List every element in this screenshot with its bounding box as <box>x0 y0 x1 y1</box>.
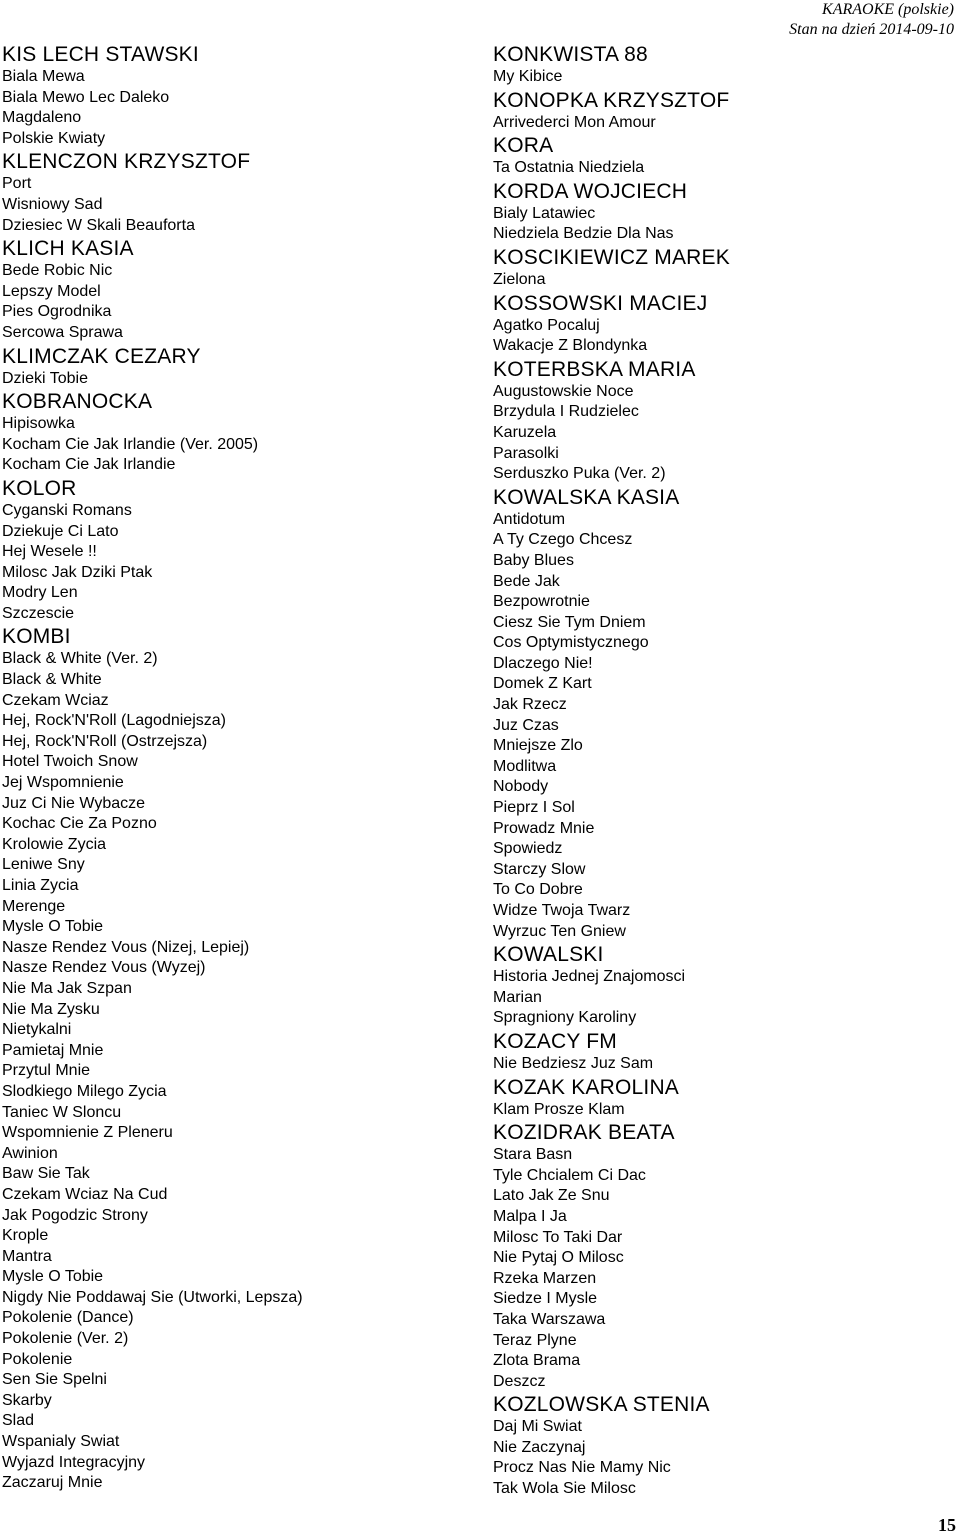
song-title: Baby Blues <box>493 551 574 569</box>
artist-block <box>493 133 953 179</box>
song-title: Dziesiec W Skali Beauforta <box>2 216 195 234</box>
artist-block <box>2 42 472 149</box>
song-title: Leniwe Sny <box>2 856 85 874</box>
song-title: Pokolenie (Ver. 2) <box>2 1330 129 1348</box>
song-title: Skarby <box>2 1391 52 1409</box>
artist-name: KOSCIKIEWICZ MAREK <box>493 245 730 269</box>
song-title: Tak Wola Sie Milosc <box>493 1480 636 1498</box>
song-title: Jak Pogodzic Strony <box>2 1206 148 1224</box>
artist-block <box>493 1029 953 1075</box>
song-title: Spowiedz <box>493 840 563 858</box>
song-title: Jej Wspomnienie <box>2 774 124 792</box>
song-title: Wisniowy Sad <box>2 195 103 213</box>
song-title: Cos Optymistycznego <box>493 634 649 652</box>
song-title: Zielona <box>493 270 546 288</box>
song-title: Cyganski Romans <box>2 501 132 519</box>
artist-block <box>493 1075 953 1121</box>
song-title: Port <box>2 175 32 193</box>
catalog-category: KARAOKE (polskie) <box>822 1 954 18</box>
song-title: Hej, Rock'N'Roll (Ostrzejsza) <box>2 732 208 750</box>
song-title: Baw Sie Tak <box>2 1165 90 1183</box>
song-title: Merenge <box>2 897 66 915</box>
artist-name: KLENCZON KRZYSZTOF <box>2 150 251 174</box>
song-title: Antidotum <box>493 510 566 528</box>
artist-block <box>493 357 953 485</box>
song-title: Zaczaruj Mnie <box>2 1474 103 1492</box>
artist-block <box>493 179 953 245</box>
song-title: Mantra <box>2 1247 52 1265</box>
artist-name: KONOPKA KRZYSZTOF <box>493 88 730 112</box>
song-title: Sen Sie Spelni <box>2 1371 107 1389</box>
song-title: Klam Prosze Klam <box>493 1100 625 1118</box>
song-title: Kocham Cie Jak Irlandie <box>2 456 176 474</box>
song-title: Nie Pytaj O Milosc <box>493 1249 624 1267</box>
song-title: Arrivederci Mon Amour <box>493 113 656 131</box>
song-title: Spragniony Karoliny <box>493 1009 637 1027</box>
artist-block <box>493 291 953 357</box>
song-title: Pokolenie <box>2 1350 73 1368</box>
song-title: Lato Jak Ze Snu <box>493 1187 610 1205</box>
song-title: Hej Wesele !! <box>2 543 97 561</box>
artist-name: KOBRANOCKA <box>2 390 153 414</box>
artist-block <box>493 245 953 291</box>
song-title: Wyjazd Integracyjny <box>2 1453 146 1471</box>
song-title: Slodkiego Milego Zycia <box>2 1082 167 1100</box>
left-column <box>2 42 472 1494</box>
song-title: Widze Twoja Twarz <box>493 902 631 919</box>
song-title: Teraz Plyne <box>493 1331 577 1349</box>
song-title: Hej, Rock'N'Roll (Lagodniejsza) <box>2 712 226 730</box>
song-title: Kochac Cie Za Pozno <box>2 815 157 833</box>
song-title: A Ty Czego Chcesz <box>493 531 633 549</box>
artist-name: KOTERBSKA MARIA <box>493 357 696 381</box>
song-title: Linia Zycia <box>2 877 79 894</box>
song-title: Magdaleno <box>2 109 82 127</box>
song-title: Hotel Twoich Snow <box>2 753 138 771</box>
song-title: Milosc Jak Dziki Ptak <box>2 563 153 581</box>
artist-name: KONKWISTA 88 <box>493 43 648 66</box>
song-title: Historia Jednej Znajomosci <box>493 968 686 986</box>
song-title: Nie Zaczynaj <box>493 1438 586 1456</box>
song-title: Serduszko Puka (Ver. 2) <box>493 465 666 483</box>
artist-name: KOZAK KAROLINA <box>493 1075 680 1099</box>
song-title: Slad <box>2 1412 35 1430</box>
artist-block <box>2 344 472 390</box>
song-title: Bede Jak <box>493 572 560 590</box>
song-title: Stara Basn <box>493 1146 573 1164</box>
song-title: Milosc To Taki Dar <box>493 1228 623 1246</box>
song-title: Pieprz I Sol <box>493 799 575 817</box>
song-title: Nasze Rendez Vous (Wyzej) <box>2 959 206 977</box>
song-title: Taniec W Sloncu <box>2 1103 122 1121</box>
song-title: Nietykalni <box>2 1021 72 1039</box>
song-title: Dlaczego Nie! <box>493 654 593 672</box>
artist-name: KOZLOWSKA STENIA <box>493 1393 710 1417</box>
song-title: Domek Z Kart <box>493 675 592 693</box>
song-title: Parasolki <box>493 444 559 462</box>
artist-name: KOMBI <box>2 625 71 649</box>
song-title: Pamietaj Mnie <box>2 1041 104 1059</box>
song-title: Nasze Rendez Vous (Nizej, Lepiej) <box>2 938 250 956</box>
artist-block <box>2 149 472 236</box>
song-title: Daj Mi Swiat <box>493 1418 582 1436</box>
song-title: Black & White <box>2 671 102 689</box>
artist-block <box>493 485 953 942</box>
artist-block <box>493 42 953 88</box>
page-header <box>789 0 954 40</box>
song-title: Kocham Cie Jak Irlandie (Ver. 2005) <box>2 435 259 453</box>
artist-name: KOWALSKA KASIA <box>493 485 680 509</box>
song-title: Nobody <box>493 778 549 796</box>
song-title: Czekam Wciaz Na Cud <box>2 1185 168 1203</box>
artist-block <box>493 942 953 1029</box>
artist-block <box>2 624 472 1493</box>
song-title: Brzydula I Rudzielec <box>493 403 639 421</box>
song-title: Modry Len <box>2 584 78 602</box>
song-title: Biala Mewa <box>2 68 85 85</box>
song-title: Sercowa Sprawa <box>2 323 123 341</box>
song-title: Modlitwa <box>493 757 557 775</box>
song-title: Niedziela Bedzie Dla Nas <box>493 225 674 243</box>
song-title: Nigdy Nie Poddawaj Sie (Utworki, Lepsza) <box>2 1288 303 1306</box>
song-title: Krople <box>2 1227 49 1245</box>
song-title: To Co Dobre <box>493 881 583 899</box>
song-title: Ciesz Sie Tym Dniem <box>493 613 646 631</box>
artist-name: KOSSOWSKI MACIEJ <box>493 291 708 315</box>
song-title: Marian <box>493 988 542 1006</box>
song-title: Mysle O Tobie <box>2 1268 104 1286</box>
artist-name: KOWALSKI <box>493 943 604 967</box>
artist-name: KORDA WOJCIECH <box>493 179 688 203</box>
artist-name: KOZIDRAK BEATA <box>493 1121 675 1145</box>
song-title: Wspomnienie Z Pleneru <box>2 1124 173 1142</box>
artist-name: KORA <box>493 134 554 158</box>
song-title: Przytul Mnie <box>2 1062 91 1080</box>
song-title: Procz Nas Nie Mamy Nic <box>493 1459 671 1477</box>
song-title: Nie Bedziesz Juz Sam <box>493 1054 654 1072</box>
artist-name: KLICH KASIA <box>2 237 134 261</box>
song-title: Biala Mewo Lec Daleko <box>2 88 170 106</box>
song-title: Lepszy Model <box>2 282 101 300</box>
song-title: Black & White (Ver. 2) <box>2 650 158 668</box>
song-title: Awinion <box>2 1144 58 1162</box>
song-title: Polskie Kwiaty <box>2 129 106 147</box>
song-title: Karuzela <box>493 423 557 441</box>
song-title: My Kibice <box>493 68 563 85</box>
song-title: Juz Ci Nie Wybacze <box>2 794 146 812</box>
song-title: Dziekuje Ci Lato <box>2 522 119 540</box>
artist-name: KOZACY FM <box>493 1029 617 1053</box>
artist-block <box>493 1392 953 1499</box>
artist-block <box>2 476 472 625</box>
song-title: Bezpowrotnie <box>493 593 590 611</box>
song-title: Wakacje Z Blondynka <box>493 337 648 355</box>
song-title: Juz Czas <box>493 716 559 734</box>
artist-name: KOLOR <box>2 476 77 500</box>
song-title: Pokolenie (Dance) <box>2 1309 134 1327</box>
artist-block <box>493 88 953 134</box>
song-title: Rzeka Marzen <box>493 1269 597 1287</box>
song-title: Taka Warszawa <box>493 1310 606 1328</box>
right-column <box>493 42 953 1500</box>
song-title: Bialy Latawiec <box>493 204 596 222</box>
song-title: Wspanialy Swiat <box>2 1433 120 1451</box>
song-title: Tyle Chcialem Ci Dac <box>493 1166 646 1184</box>
catalog-date: Stan na dzień 2014-09-10 <box>789 21 954 38</box>
song-title: Zlota Brama <box>493 1352 581 1370</box>
song-title: Pies Ogrodnika <box>2 303 112 321</box>
artist-block <box>2 389 472 476</box>
song-title: Nie Ma Jak Szpan <box>2 979 132 997</box>
song-title: Agatko Pocaluj <box>493 316 600 334</box>
song-title: Ta Ostatnia Niedziela <box>493 159 645 177</box>
song-title: Hipisowka <box>2 415 75 433</box>
song-title: Dzieki Tobie <box>2 369 88 387</box>
song-title: Krolowie Zycia <box>2 835 107 853</box>
song-title: Deszcz <box>493 1372 546 1390</box>
song-title: Malpa I Ja <box>493 1207 567 1225</box>
artist-name: KLIMCZAK CEZARY <box>2 344 201 368</box>
artist-name: KIS LECH STAWSKI <box>2 43 199 66</box>
artist-block <box>493 1120 953 1392</box>
song-title: Mniejsze Zlo <box>493 737 583 755</box>
song-title: Szczescie <box>2 604 75 622</box>
song-title: Wyrzuc Ten Gniew <box>493 922 626 940</box>
page-number: 15 <box>938 1515 956 1535</box>
song-title: Siedze I Mysle <box>493 1290 598 1308</box>
song-title: Starczy Slow <box>493 860 586 878</box>
song-title: Jak Rzecz <box>493 696 567 714</box>
song-title: Mysle O Tobie <box>2 918 104 936</box>
song-title: Augustowskie Noce <box>493 382 634 400</box>
song-title: Nie Ma Zysku <box>2 1000 100 1018</box>
song-title: Bede Robic Nic <box>2 262 113 280</box>
song-title: Czekam Wciaz <box>2 691 109 709</box>
song-title: Prowadz Mnie <box>493 819 595 837</box>
artist-block <box>2 236 472 343</box>
